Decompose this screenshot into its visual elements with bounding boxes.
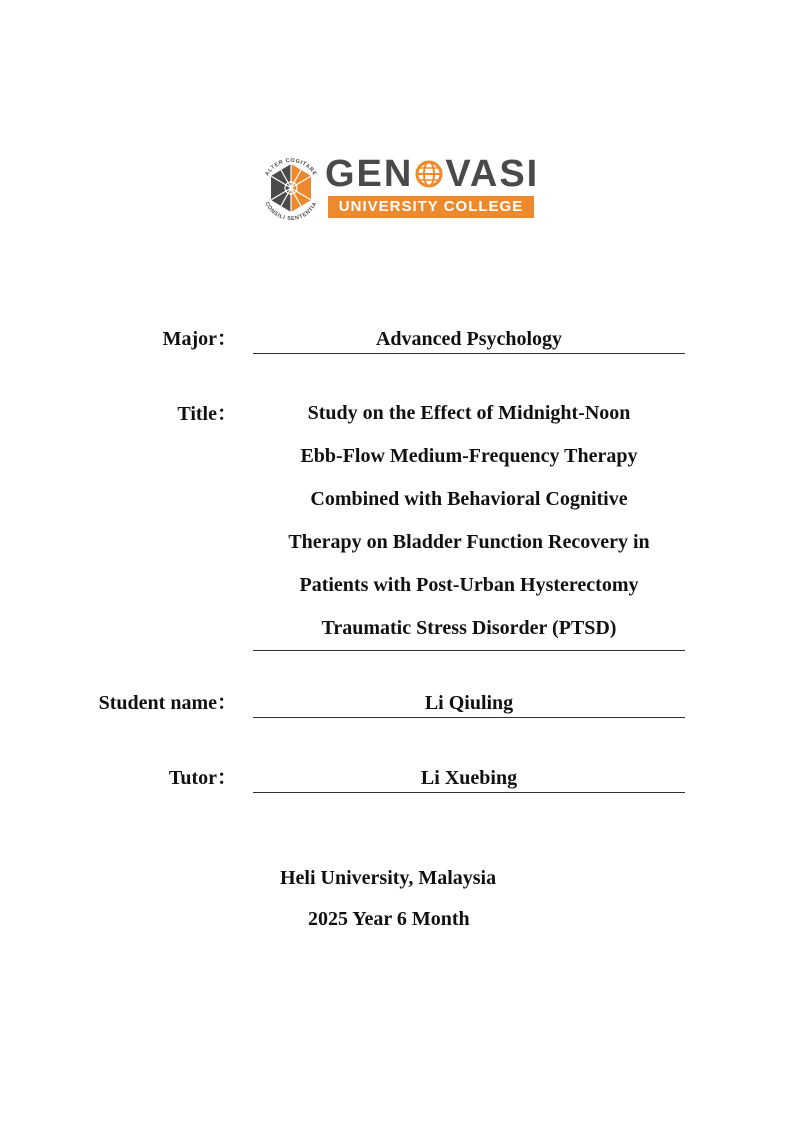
logo-name-part2: VASI <box>445 153 540 195</box>
title-label: Title： <box>177 403 237 425</box>
title-line: Patients with Post-Urban Hysterectomy <box>299 574 639 596</box>
university-logo <box>255 152 540 232</box>
title-line: Therapy on Bladder Function Recovery in <box>288 531 650 553</box>
tutor-label: Tutor： <box>168 767 237 789</box>
student-name-value: Li Qiuling <box>253 690 685 718</box>
globe-icon <box>414 159 444 189</box>
logo-subtitle: UNIVERSITY COLLEGE <box>328 196 534 218</box>
student-name-label: Student name： <box>98 692 237 714</box>
svg-text:CONSILI SENTENTIA: CONSILI SENTENTIA <box>263 201 319 223</box>
institution-name: Heli University, Malaysia <box>280 867 497 889</box>
svg-text:ALTER COGITARE: ALTER COGITARE <box>264 157 318 178</box>
major-value: Advanced Psychology <box>253 326 685 354</box>
major-label: Major： <box>162 328 237 350</box>
title-line: Traumatic Stress Disorder (PTSD) <box>321 617 617 639</box>
logo-emblem-icon <box>255 152 327 224</box>
title-value <box>253 392 685 651</box>
submission-date: 2025 Year 6 Month <box>308 908 470 930</box>
title-line: Study on the Effect of Midnight-Noon <box>307 402 631 424</box>
title-line: Combined with Behavioral Cognitive <box>310 488 628 510</box>
logo-name-part1: GEN <box>325 153 414 195</box>
logo-wordmark <box>325 152 539 196</box>
title-line: Ebb-Flow Medium-Frequency Therapy <box>300 445 638 467</box>
tutor-value: Li Xuebing <box>253 765 685 793</box>
